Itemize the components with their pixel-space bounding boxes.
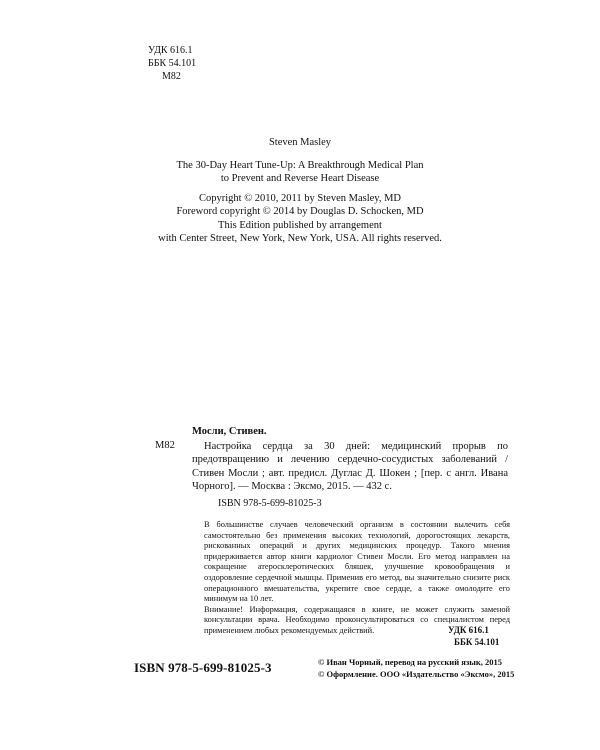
edition-note-line-1: This Edition published by arrangement [218, 219, 382, 231]
annotation-warning: Внимание! Информация, содержащаяся в книге, не может служить заменой консультации врача. Необходимо проконсультироваться со специалистом перед применением любых рекомендуемых действий. [204, 604, 510, 635]
original-author: Steven Masley [268, 137, 332, 148]
catalog-description-text: Настройка сердца за 30 дней: медицинский прорыв по предотвращению и лечению сердечно-сосудистых заболеваний / Стивен Мосли ; авт. предисл. Дуглас Д. Шокен ; [пер. с англ. Ивана Чорного]. — Москва : Эксмо, 2015. — 432 с. [192, 441, 508, 493]
bbk-code: ББК 54.101 [148, 58, 197, 69]
original-title-line-1: The 30-Day Heart Tune-Up: A Breakthrough Medical Plan [176, 159, 424, 171]
original-edition-info [0, 136, 600, 246]
original-title-line-2: to Prevent and Reverse Heart Disease [220, 173, 380, 184]
original-copyright: Copyright © 2010, 2011 by Steven Masley, MD [198, 192, 402, 204]
author-mark: М82 [162, 71, 181, 82]
catalog-description [192, 440, 508, 494]
bottom-classification-codes [448, 625, 499, 648]
catalog-author-heading: Мосли, Стивен. [192, 426, 267, 437]
bottom-bbk-code: ББК 54.101 [454, 636, 500, 647]
design-copyright: © Оформление. ООО «Издательство «Эксмо», 2015 [318, 668, 515, 679]
translation-copyrights [318, 657, 514, 680]
translation-copyright: © Иван Чорный, перевод на русский язык, 2015 [318, 657, 503, 667]
catalog-isbn: ISBN 978-5-699-81025-3 [218, 498, 322, 509]
bottom-udk-code: УДК 616.1 [448, 625, 489, 635]
isbn-large: ISBN 978-5-699-81025-3 [134, 660, 272, 675]
book-annotation [204, 520, 510, 637]
annotation-paragraph: В большинстве случаев человеческий организм в состоянии вылечить себя самостоятельно без применения высоких технологий, дорогостоящих лекарств, рискованных операций и других медицинских процедур. Такого мнения придерживается автор книги кардиолог Стивен Мосли. Его метод направлен на сокращение атеросклеротических бляшек, улучшение кровообращения и оздоровление сердечной мышцы. Применив его метод, вы значительно снизите риск операционного вмешательства, укрепите свое сердце, а также омолодите его минимум на 10 лет. [204, 520, 510, 604]
foreword-copyright: Foreword copyright © 2014 by Douglas D. Schocken, MD [176, 206, 424, 217]
edition-note-line-2: with Center Street, New York, New York, USA. All rights reserved. [158, 233, 442, 244]
top-classification-codes [148, 44, 196, 83]
catalog-author-mark: М82 [155, 440, 175, 451]
udk-code: УДК 616.1 [148, 45, 193, 56]
